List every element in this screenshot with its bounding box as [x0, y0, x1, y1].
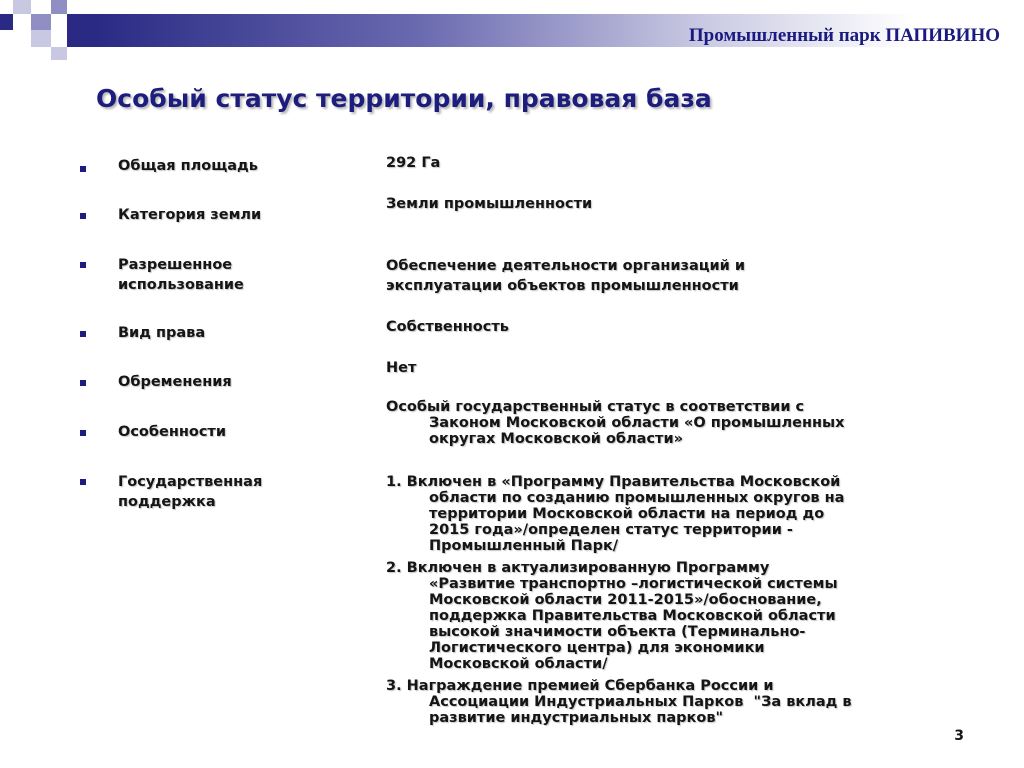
decor-square — [51, 0, 67, 14]
label-line: Обременения — [118, 374, 232, 390]
label-line: Разрешенное — [118, 257, 233, 273]
value-line: Логистического центра) для экономики — [429, 640, 765, 656]
decor-square — [31, 47, 51, 60]
value-features — [386, 399, 946, 447]
value-line: Законом Московской области «О промышленных — [429, 415, 845, 431]
site-title: Промышленный парк ПАПИВИНО — [688, 25, 1000, 46]
value-line: Московской области/ — [429, 656, 608, 672]
decor-square — [51, 14, 67, 30]
slide-title: Особый статус территории, правовая база — [96, 84, 712, 113]
value-encumbrances — [386, 358, 946, 378]
value-total-area — [386, 153, 946, 173]
support-item-3: 3. Награждение премией Сбербанка России и — [386, 678, 774, 694]
value-line: Московской области 2011-2015»/обоснование, — [429, 592, 822, 608]
value-line: «Развитие транспортно –логистической системы — [429, 576, 838, 592]
decor-square — [13, 14, 31, 30]
value-right-type — [386, 317, 946, 337]
value-line: Обеспечение деятельности организаций и — [386, 258, 746, 274]
value-line: территории Московской области на период до — [429, 506, 825, 522]
decor-square — [51, 30, 67, 47]
value-state-support — [386, 474, 946, 726]
value-line: округах Московской области» — [429, 431, 683, 447]
support-item-2: 2. Включен в актуализированную Программу — [386, 560, 770, 576]
decor-square — [31, 30, 51, 47]
value-line: 2015 года»/определен статус территории - — [429, 522, 793, 538]
decor-square — [13, 0, 31, 14]
bullet-icon — [80, 331, 86, 337]
label-features — [118, 422, 358, 442]
value-line: высокой значимости объекта (Терминально- — [429, 624, 806, 640]
value-permitted-use — [386, 256, 946, 296]
decor-square — [31, 0, 51, 14]
page-number: 3 — [954, 728, 964, 744]
label-permitted-use — [118, 255, 358, 295]
value-line: Земли промышленности — [386, 196, 593, 212]
value-line: Особый государственный статус в соответствии с — [386, 399, 805, 415]
label-line: использование — [118, 277, 244, 293]
label-line: поддержка — [118, 494, 216, 510]
bullet-icon — [80, 479, 86, 485]
support-item-1: 1. Включен в «Программу Правительства Московской — [386, 474, 841, 490]
label-line: Особенности — [118, 424, 226, 440]
value-line: эксплуатации объектов промышленности — [386, 278, 739, 294]
value-line: области по созданию промышленных округов на — [429, 490, 845, 506]
label-right-type — [118, 323, 358, 343]
label-land-category — [118, 205, 358, 225]
value-line: Собственность — [386, 319, 509, 335]
bullet-icon — [80, 430, 86, 436]
label-line: Общая площадь — [118, 158, 258, 174]
decor-square — [31, 14, 51, 30]
value-line: развитие индустриальных парков" — [429, 710, 724, 726]
bullet-icon — [80, 213, 86, 219]
label-line: Государственная — [118, 474, 263, 490]
label-total-area — [118, 156, 358, 176]
value-land-category — [386, 194, 946, 214]
label-line: Категория земли — [118, 207, 262, 223]
value-line: Нет — [386, 360, 417, 376]
value-line: 292 Га — [386, 155, 441, 171]
bullet-icon — [80, 380, 86, 386]
decor-square — [51, 47, 67, 60]
value-line: поддержка Правительства Московской области — [429, 608, 836, 624]
bullet-icon — [80, 166, 86, 172]
label-state-support — [118, 472, 358, 512]
label-line: Вид права — [118, 325, 206, 341]
label-encumbrances — [118, 372, 358, 392]
decor-square — [0, 14, 13, 30]
value-line: Промышленный Парк/ — [429, 538, 619, 554]
bullet-icon — [80, 262, 86, 268]
decor-square — [67, 14, 95, 47]
value-line: Ассоциации Индустриальных Парков "За вклад в — [429, 694, 852, 710]
